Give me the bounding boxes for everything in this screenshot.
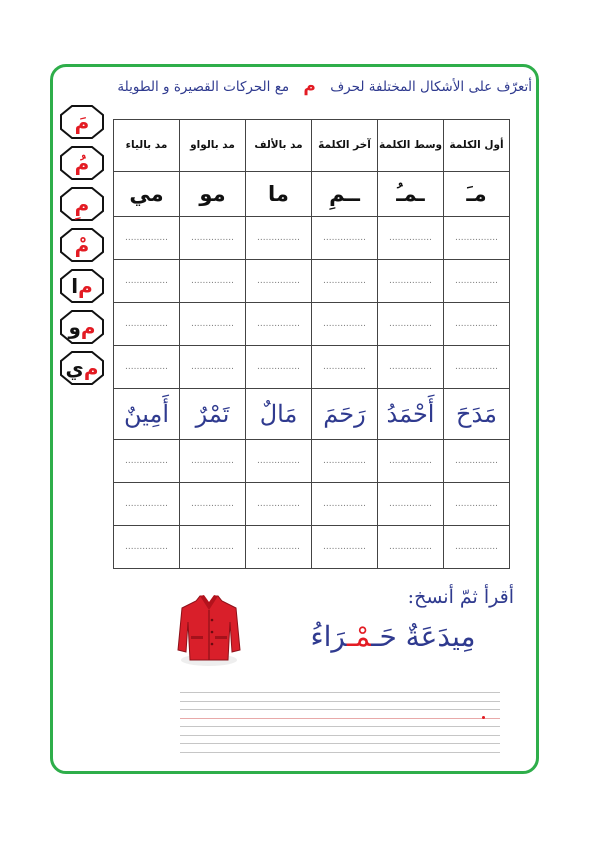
form-cell: مـَ bbox=[444, 172, 510, 217]
writing-cell[interactable]: ............... bbox=[312, 303, 378, 346]
phrase-part2: رَاءُ bbox=[310, 620, 347, 653]
word-cell: مَدَحَ bbox=[444, 389, 510, 440]
writing-cell[interactable]: ............... bbox=[114, 303, 180, 346]
form-cell: ما bbox=[246, 172, 312, 217]
writing-cell[interactable]: ............... bbox=[246, 526, 312, 569]
writing-cell[interactable]: ............... bbox=[312, 346, 378, 389]
phrase-highlight: مْـ bbox=[346, 620, 372, 653]
word-cell: أَحْمَدُ bbox=[378, 389, 444, 440]
header-cell: مد بالياء bbox=[114, 120, 180, 172]
writing-cell[interactable]: ............... bbox=[180, 346, 246, 389]
writing-cell[interactable]: ............... bbox=[114, 440, 180, 483]
word-cell: تَمْرٌ bbox=[180, 389, 246, 440]
writing-cell[interactable]: ............... bbox=[378, 346, 444, 389]
writing-row bbox=[114, 440, 510, 483]
letter-forms-table bbox=[113, 119, 510, 569]
writing-row bbox=[114, 303, 510, 346]
form-cell: ـمـُ bbox=[378, 172, 444, 217]
word-cell: أَمِينٌ bbox=[114, 389, 180, 440]
guide-line bbox=[180, 743, 500, 744]
baseline-red bbox=[180, 718, 500, 719]
letter-forms-column bbox=[58, 105, 110, 392]
writing-cell[interactable]: ............... bbox=[444, 303, 510, 346]
writing-cell[interactable]: ............... bbox=[114, 346, 180, 389]
writing-cell[interactable]: ............... bbox=[312, 440, 378, 483]
instruction-part1: أتعرّف على الأشكال المختلفة لحرف bbox=[330, 79, 532, 95]
writing-cell[interactable]: ............... bbox=[312, 526, 378, 569]
guide-line bbox=[180, 701, 500, 702]
writing-cell[interactable]: ............... bbox=[378, 217, 444, 260]
forms-row bbox=[114, 172, 510, 217]
writing-cell[interactable]: ............... bbox=[444, 346, 510, 389]
writing-cell[interactable]: ............... bbox=[180, 217, 246, 260]
guide-line bbox=[180, 735, 500, 736]
octagon-damma bbox=[60, 146, 104, 180]
octagon-letter: م bbox=[83, 356, 99, 380]
writing-row bbox=[114, 260, 510, 303]
handwriting-lines[interactable] bbox=[180, 692, 500, 760]
writing-cell[interactable]: ............... bbox=[246, 346, 312, 389]
exercise-instruction: أقرأ ثمّ أنسخ: bbox=[407, 586, 514, 608]
form-cell: ــمِ bbox=[312, 172, 378, 217]
writing-cell[interactable]: ............... bbox=[180, 260, 246, 303]
octagon-letter: مْ bbox=[74, 233, 90, 257]
phrase-part1: مِيدَعَةٌ حَـ bbox=[371, 620, 476, 653]
octagon-letter: مُ bbox=[74, 151, 90, 175]
writing-cell[interactable]: ............... bbox=[444, 526, 510, 569]
form-cell: مي bbox=[114, 172, 180, 217]
instruction-part2: مع الحركات القصيرة و الطويلة bbox=[117, 79, 290, 95]
writing-cell[interactable]: ............... bbox=[246, 483, 312, 526]
writing-cell[interactable]: ............... bbox=[180, 483, 246, 526]
writing-cell[interactable]: ............... bbox=[444, 483, 510, 526]
writing-cell[interactable]: ............... bbox=[312, 217, 378, 260]
table-header-row bbox=[114, 120, 510, 172]
form-cell: مو bbox=[180, 172, 246, 217]
header-cell: أول الكلمة bbox=[444, 120, 510, 172]
word-cell: رَحَمَ bbox=[312, 389, 378, 440]
exercise-phrase bbox=[288, 620, 498, 653]
writing-row bbox=[114, 483, 510, 526]
header-cell: مد بالواو bbox=[180, 120, 246, 172]
octagon-madd-waw bbox=[60, 310, 104, 344]
writing-cell[interactable]: ............... bbox=[378, 483, 444, 526]
writing-cell[interactable]: ............... bbox=[114, 260, 180, 303]
octagon-letter: مِ bbox=[74, 192, 90, 216]
writing-row bbox=[114, 526, 510, 569]
octagon-fatha bbox=[60, 105, 104, 139]
octagon-vowel: و bbox=[68, 315, 81, 339]
header-cell: وسط الكلمة bbox=[378, 120, 444, 172]
guide-line bbox=[180, 692, 500, 693]
header-cell: مد بالألف bbox=[246, 120, 312, 172]
writing-cell[interactable]: ............... bbox=[114, 217, 180, 260]
red-jacket-icon bbox=[176, 592, 242, 668]
word-cell: مَالٌ bbox=[246, 389, 312, 440]
writing-cell[interactable]: ............... bbox=[312, 260, 378, 303]
octagon-madd-alif bbox=[60, 269, 104, 303]
writing-cell[interactable]: ............... bbox=[378, 440, 444, 483]
guide-line bbox=[180, 752, 500, 753]
writing-row bbox=[114, 217, 510, 260]
instruction-line bbox=[62, 76, 532, 96]
octagon-letter: مَ bbox=[74, 110, 90, 134]
guide-line bbox=[180, 726, 500, 727]
writing-cell[interactable]: ............... bbox=[114, 526, 180, 569]
writing-row bbox=[114, 346, 510, 389]
octagon-sukun bbox=[60, 228, 104, 262]
writing-cell[interactable]: ............... bbox=[180, 303, 246, 346]
guide-line bbox=[180, 709, 500, 710]
writing-cell[interactable]: ............... bbox=[378, 526, 444, 569]
writing-cell[interactable]: ............... bbox=[114, 483, 180, 526]
octagon-vowel: ي bbox=[65, 356, 84, 380]
writing-cell[interactable]: ............... bbox=[444, 260, 510, 303]
start-dot bbox=[482, 716, 485, 719]
writing-cell[interactable]: ............... bbox=[246, 303, 312, 346]
writing-cell[interactable]: ............... bbox=[444, 217, 510, 260]
writing-cell[interactable]: ............... bbox=[246, 440, 312, 483]
writing-cell[interactable]: ............... bbox=[378, 260, 444, 303]
words-row bbox=[114, 389, 510, 440]
header-cell: آخر الكلمةَ bbox=[312, 120, 378, 172]
writing-cell[interactable]: ............... bbox=[246, 217, 312, 260]
octagon-madd-ya bbox=[60, 351, 104, 385]
target-letter: م bbox=[303, 76, 316, 96]
writing-cell[interactable]: ............... bbox=[180, 440, 246, 483]
octagon-vowel: ا bbox=[71, 274, 79, 298]
writing-cell[interactable]: ............... bbox=[312, 483, 378, 526]
writing-cell[interactable]: ............... bbox=[378, 303, 444, 346]
writing-cell[interactable]: ............... bbox=[444, 440, 510, 483]
writing-cell[interactable]: ............... bbox=[246, 260, 312, 303]
octagon-letter: م bbox=[78, 274, 93, 298]
octagon-letter: م bbox=[80, 315, 96, 339]
writing-cell[interactable]: ............... bbox=[180, 526, 246, 569]
octagon-kasra bbox=[60, 187, 104, 221]
